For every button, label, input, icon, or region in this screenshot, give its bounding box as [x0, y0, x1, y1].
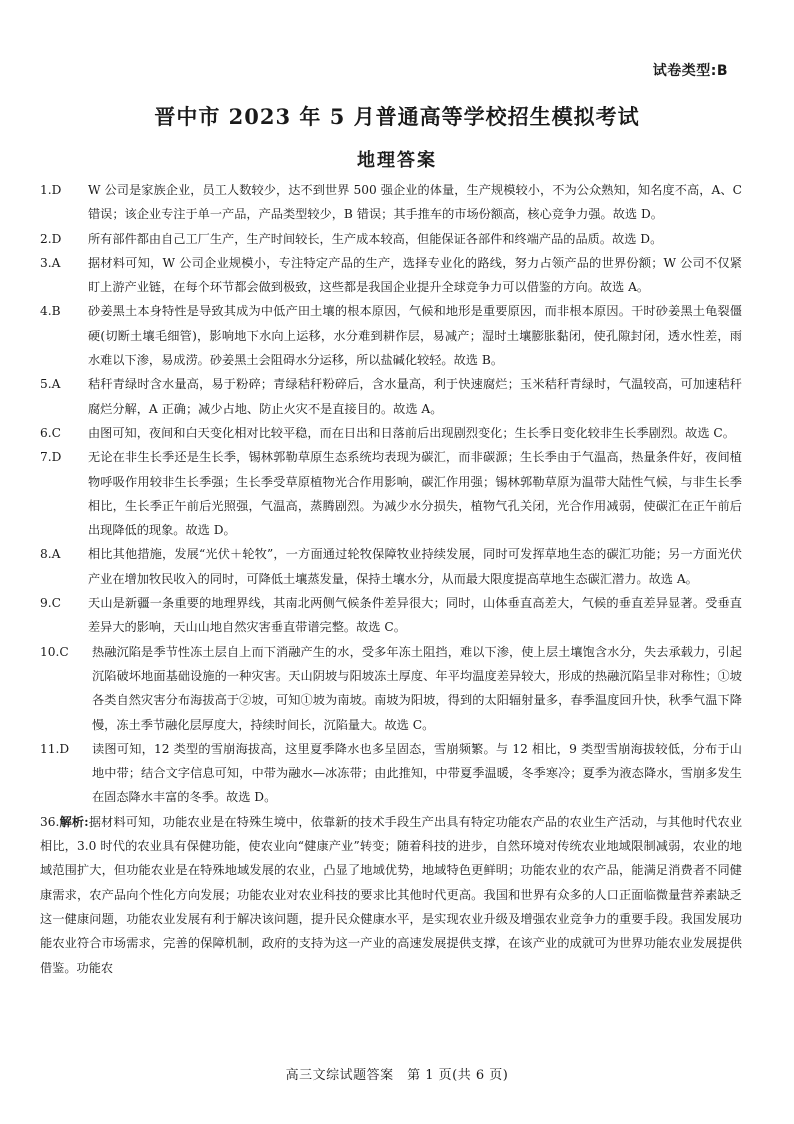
answer-item-10 — [40, 640, 742, 737]
answer-text: 砂姜黑土本身特性是导致其成为中低产田土壤的根本原因，气候和地形是重要原因，而非根本原因。干时砂姜黑土龟裂僵硬(切断土壤毛细管)，影响地下水向上运移，水分难到耕作层，易减产；湿时土壤膨胀黏闭，使孔隙封闭，透水性差，雨水难以下渗，易成涝。砂姜黑土会阻碍水分运移，所以盐碱化较轻。故选 B。 — [88, 304, 742, 368]
answer-item-6 — [40, 421, 742, 445]
analysis-text: 据材料可知，功能农业是在特殊生境中，依靠新的技术手段生产出具有特定功能农产品的农业生产活动，与其他时代农业相比，3.0 时代的农业具有保健功能，使农业向“健康产业”转变；随着科技的进步，自然环境对传统农业地域限制减弱，农业的地域范围扩大，但功能农业是在特殊地域发展的农业，凸显了地域优势，地域特色更鲜明；功能农业的农产品，能满足消费者不同健康需求，农产品向个性化方向发展；功能农业对农业科技的要求比其他时代更高。我国和世界有众多的人口正面临微量营养素缺乏这一健康问题，功能农业发展有利于解决该问题，提升民众健康水平，是实现农业升级及增强农业竞争力的重要手段。我国发展功能农业符合市场需求，完善的保障机制，政府的支持为这一产业的高速发展提供支撑，在该产业的成就可为世界功能农业发展提供借鉴。功能农 — [40, 814, 743, 975]
answer-text: 据材料可知，W 公司企业规模小，专注特定产品的生产，选择专业化的路线，努力占领产品的世界份额；W 公司不仅紧盯上游产业链，在每个环节都会做到极致，这些都是我国企业提升全球竞争力可以借鉴的方向。故选 A。 — [88, 255, 742, 295]
answer-item-11 — [40, 737, 742, 810]
answer-text: W 公司是家族企业，员工人数较少，达不到世界 500 强企业的体量，生产规模较小，不为公众熟知，知名度不高，A、C 错误；该企业专注于单一产品，产品类型较少，B 错误；其手推车的市场份额高，核心竞争力强。故选 D。 — [88, 183, 742, 222]
answer-text: 热融沉陷是季节性冻土层自上而下消融产生的水，受多年冻土阻挡，难以下渗，使上层土壤饱含水分，失去承载力，引起沉陷破坏地面基础设施的一种灾害。天山阴坡与阳坡冻土厚度、年平均温度差异较大，形成的热融沉陷呈非对称性；①坡各类自然灾害分布海拔高于②坡，可知①坡为南坡。南坡为阳坡，得到的太阳辐射量多，春季温度回升快，秋季气温下降慢，冻土季节融化层厚度大，持续时间长，沉陷量大。故选 C。 — [92, 644, 742, 732]
answer-number: 1.D — [40, 183, 62, 197]
analysis-label: 解析: — [59, 814, 89, 829]
answer-number: 8.A — [40, 547, 61, 562]
answer-item-2 — [40, 227, 742, 251]
answer-number: 10.C — [40, 644, 69, 659]
answer-item-7 — [40, 445, 742, 542]
answer-item-36 — [40, 810, 742, 980]
answer-number: 6.C — [40, 425, 61, 440]
answer-number: 3.A — [40, 255, 61, 270]
answer-subtitle: 地理答案 — [357, 150, 437, 171]
answer-text: 读图可知，12 类型的雪崩海拔高，这里夏季降水也多呈固态，雪崩频繁。与 12 相比，9 类型雪崩海拔较低，分布于山地中带；结合文字信息可知，中带为融水—冰冻带；由此推知，中带夏季温暖，冬季寒冷；夏季为液态降水，雪崩多发生在固态降水丰富的冬季。故选 D。 — [92, 741, 742, 805]
paper-type-label: 试卷类型:B — [652, 63, 728, 79]
exam-title: 晋中市 2023 年 5 月普通高等学校招生模拟考试 — [154, 104, 640, 129]
answer-number: 7.D — [40, 450, 62, 465]
answer-text: 秸秆青绿时含水量高，易于粉碎；青绿秸秆粉碎后，含水量高，利于快速腐烂；玉米秸秆青绿时，气温较高，可加速秸秆腐烂分解，A 正确；减少占地、防止火灾不是直接目的。故选 A。 — [88, 377, 742, 416]
answer-number: 9.C — [40, 596, 61, 611]
answer-number: 36. — [40, 814, 60, 829]
answer-number: 2.D — [40, 231, 62, 246]
answer-list — [40, 178, 742, 980]
answer-text: 无论在非生长季还是生长季，锡林郭勒草原生态系统均表现为碳汇，而非碳源；生长季由于气温高，热量条件好，夜间植物呼吸作用较非生长季强；生长季受草原植物光合作用影响，碳汇作用强；锡林郭勒草原为温带大陆性气候，与非生长季相比，生长季正午前后光照强，气温高，蒸腾剧烈。为减少水分损失，植物气孔关闭，光合作用减弱，使碳汇在正午前后出现降低的现象。故选 D。 — [88, 450, 742, 538]
answer-text: 相比其他措施，发展“光伏＋轮牧”，一方面通过轮牧保障牧业持续发展，同时可发挥草地生态的碳汇功能；另一方面光伏产业在增加牧民收入的同时，可降低土壤蒸发量，保持土壤水分，从而最大限度提高草地生态碳汇潜力。故选 A。 — [88, 547, 742, 586]
answer-item-1 — [40, 178, 742, 227]
answer-text: 所有部件都由自己工厂生产，生产时间较长，生产成本较高，但能保证各部件和终端产品的品质。故选 D。 — [88, 231, 663, 246]
answer-item-8 — [40, 542, 742, 591]
answer-item-3 — [40, 251, 742, 300]
answer-text: 天山是新疆一条重要的地理界线，其南北两侧气候条件差异很大；同时，山体垂直高差大，气候的垂直差异显著。受垂直差异大的影响，天山山地自然灾害垂直带谱完整。故选 C。 — [88, 596, 742, 635]
page-footer: 高三文综试题答案 第 1 页(共 6 页) — [285, 1068, 509, 1083]
answer-number: 11.D — [40, 741, 70, 756]
answer-number: 4.B — [40, 304, 61, 319]
answer-item-9 — [40, 591, 742, 640]
answer-text-36 — [40, 810, 742, 980]
answer-number: 5.A — [40, 377, 61, 392]
answer-item-4 — [40, 299, 742, 372]
answer-text: 由图可知，夜间和白天变化相对比较平稳，而在日出和日落前后出现剧烈变化；生长季日变化较非生长季剧烈。故选 C。 — [88, 425, 735, 440]
answer-item-5 — [40, 372, 742, 421]
